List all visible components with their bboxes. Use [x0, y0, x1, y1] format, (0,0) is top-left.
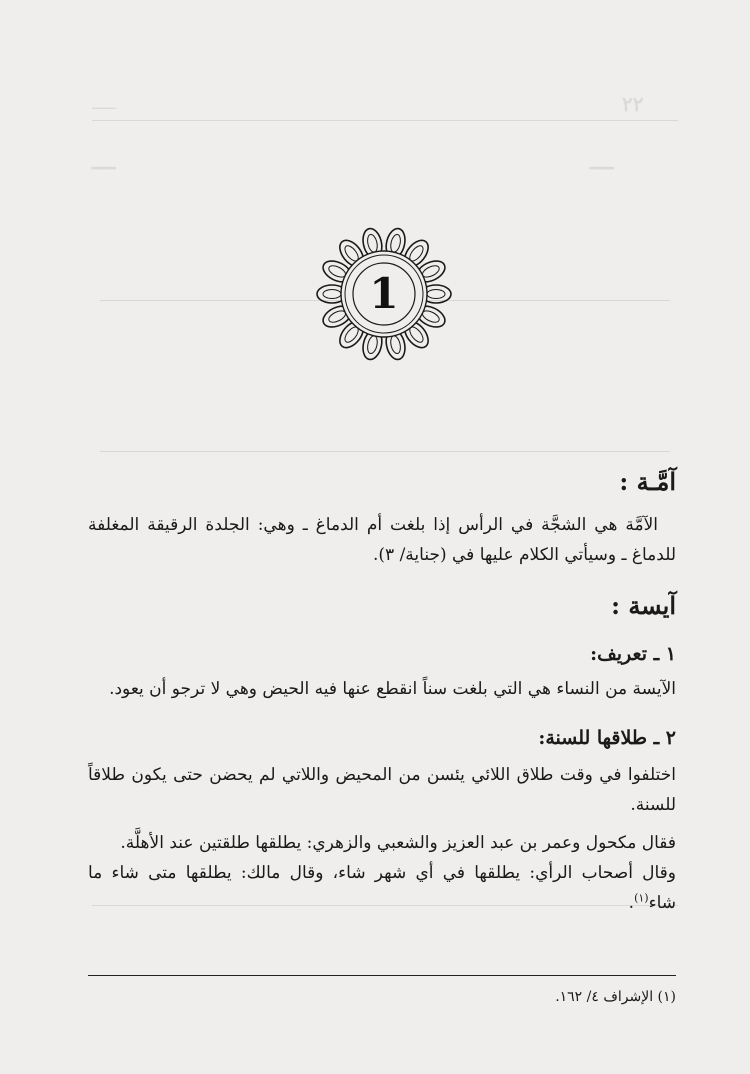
entry-aysa	[88, 590, 676, 918]
bleed-through-header-rule	[92, 120, 678, 121]
ornament-petal-inner	[366, 335, 379, 355]
entry-title-aysa: آيسة :	[611, 591, 676, 620]
ornament-petal-inner	[366, 234, 379, 254]
ornament-petal-inner	[389, 234, 402, 254]
ornament-petal-inner	[389, 335, 402, 355]
footnote-divider	[88, 975, 676, 976]
divorce-paragraph-3-end: .	[628, 893, 635, 913]
entry-amma	[88, 466, 676, 570]
footnote: (١) الإشراف ٤/ ١٦٢.	[555, 989, 676, 1005]
ornament-medallion	[316, 226, 452, 362]
divorce-paragraph-1: اختلفوا في وقت طلاق اللائي يئسن من المحيض واللاتي لم يحضن حتى يكون طلاقاً للسنة.	[88, 765, 676, 815]
footnote-reference: (١)	[634, 891, 649, 905]
ornament-number: 1	[369, 269, 399, 318]
section-title-definition: ١ ـ تعريف:	[590, 643, 676, 665]
ornament-petal-inner	[323, 290, 341, 299]
section-title-divorce: ٢ ـ طلاقها للسنة:	[538, 727, 676, 749]
bleed-through-page-number: ٢٢	[622, 92, 644, 116]
divorce-paragraph-3-body: وقال أصحاب الرأي: يطلقها في أي شهر شاء، وقال مالك: يطلقها متى شاء ما شاء	[88, 863, 676, 913]
bleed-through-header: ـــــ	[92, 94, 116, 113]
divorce-paragraph-2: فقال مكحول وعمر بن عبد العزيز والشعبي والزهري: يطلقها طلقتين عند الأهلَّة.	[120, 833, 676, 853]
ornament-petal-inner	[427, 290, 445, 299]
bleed-through-heading-2: ــــ	[92, 150, 116, 174]
entry-amma-text	[88, 510, 676, 570]
entry-amma-text-body: الآمَّة هي الشجَّة في الرأس إذا بلغت أم الدماغ ـ وهي: الجلدة الرقيقة المغلفة للدماغ ـ وسيأتي الكلام عليها في (جناية/ ٣).	[88, 515, 676, 565]
bleed-through-heading: ــــ	[590, 150, 614, 174]
definition-text: الآيسة من النساء هي التي بلغت سناً انقطع عنها فيه الحيض وهي لا ترجو أن يعود.	[109, 679, 676, 699]
divorce-paragraph-3	[88, 858, 676, 918]
entry-title-amma: آمَّـة :	[619, 467, 676, 496]
